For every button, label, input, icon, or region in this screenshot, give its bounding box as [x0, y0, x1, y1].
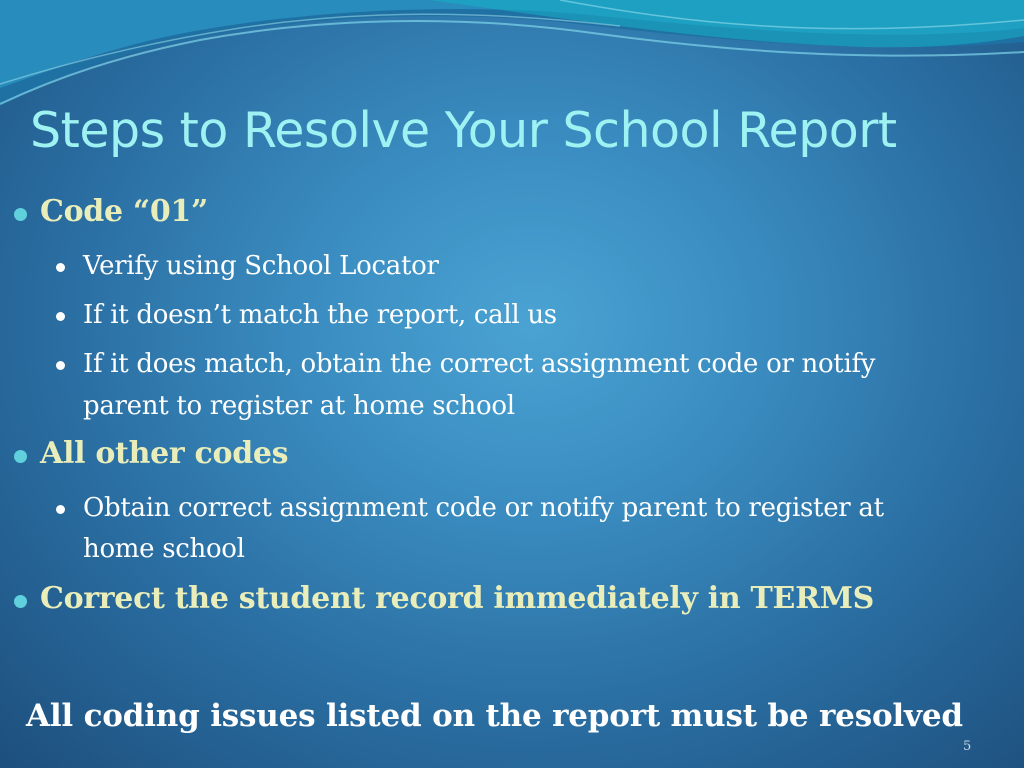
sub-bullet-notify-parent-line2: home school [83, 534, 245, 564]
sub-bullet-verify-locator: Verify using School Locator [83, 251, 439, 281]
slide-title: Steps to Resolve Your School Report [30, 102, 897, 159]
sub-bullet-dot-icon [56, 505, 65, 514]
bullet-dot-icon [14, 595, 27, 608]
sub-bullet-dot-icon [56, 312, 65, 321]
page-number: 5 [963, 739, 972, 754]
sub-bullet-obtain-code-line2: parent to register at home school [83, 391, 515, 421]
sub-bullet-notify-parent-line1: Obtain correct assignment code or notify parent to register at [83, 493, 884, 523]
sub-bullet-dot-icon [56, 361, 65, 370]
bullet-dot-icon [14, 208, 27, 221]
sub-bullet-obtain-code-line1: If it does match, obtain the correct assignment code or notify [83, 349, 876, 379]
sub-bullet-call-us: If it doesn’t match the report, call us [83, 300, 557, 330]
bullet-dot-icon [14, 450, 27, 463]
bullet-code-01: Code “01” [40, 194, 208, 229]
bullet-correct-record: Correct the student record immediately in TERMS [40, 581, 875, 616]
sub-bullet-dot-icon [56, 263, 65, 272]
footer-note: All coding issues listed on the report must be resolved [26, 698, 963, 734]
bullet-all-other-codes: All other codes [40, 436, 289, 471]
